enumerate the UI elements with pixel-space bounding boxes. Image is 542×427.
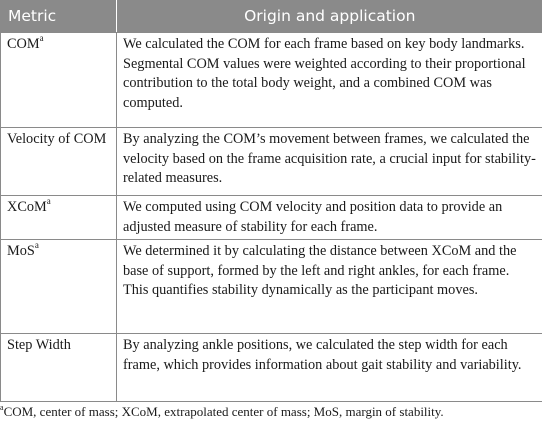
- header-origin-application: Origin and application: [117, 0, 542, 33]
- description-cell: We calculated the COM for each frame based on key body landmarks. Segmental COM values were weighted according to their proportional contribution to the total body weight, and a combined COM was computed.: [117, 33, 542, 128]
- footnote-text: COM, center of mass; XCoM, extrapolated center of mass; MoS, margin of stability.: [3, 404, 444, 419]
- footnote-marker: a: [0, 404, 4, 412]
- table-header: [1, 0, 542, 33]
- metric-cell: [1, 128, 117, 196]
- table-body: [1, 33, 542, 402]
- metric-name: MoS: [7, 243, 35, 259]
- footnote-marker: a: [46, 196, 51, 207]
- footnote-marker: a: [39, 33, 44, 44]
- description-cell: By analyzing the COM’s movement between frames, we calculated the velocity based on the frame acquisition rate, a crucial input for stability-related measures.: [117, 128, 542, 196]
- table-row: [1, 240, 542, 334]
- metric-name: Step Width: [7, 337, 71, 353]
- table-row: [1, 33, 542, 128]
- table-row: [1, 334, 542, 402]
- metric-cell: [1, 33, 117, 128]
- metric-name: XCoM: [7, 199, 47, 215]
- header-row: [1, 0, 542, 33]
- table-row: [1, 128, 542, 196]
- header-metric: Metric: [1, 0, 117, 33]
- metric-name: COM: [7, 36, 40, 52]
- description-cell: By analyzing ankle positions, we calculated the step width for each frame, which provides information about gait stability and variability.: [117, 334, 542, 402]
- metric-cell: [1, 334, 117, 402]
- footnote-marker: a: [34, 240, 39, 251]
- metric-name: Velocity of COM: [7, 131, 107, 147]
- description-cell: We computed using COM velocity and position data to provide an adjusted measure of stability for each frame.: [117, 196, 542, 240]
- table-row: [1, 196, 542, 240]
- metric-cell: [1, 240, 117, 334]
- table-footnote: [0, 404, 542, 420]
- metric-cell: [1, 196, 117, 240]
- description-cell: We determined it by calculating the distance between XCoM and the base of support, formed by the left and right ankles, for each frame. This quantifies stability dynamically as the participant moves.: [117, 240, 542, 334]
